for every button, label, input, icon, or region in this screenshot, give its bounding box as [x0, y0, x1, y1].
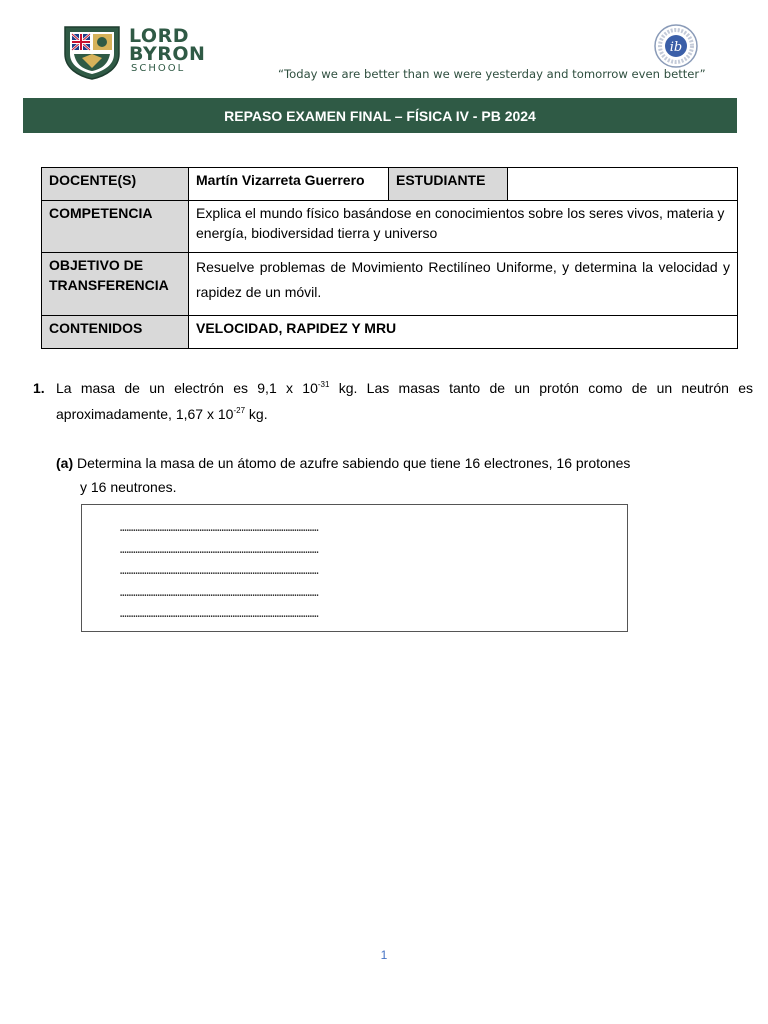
answer-lines	[120, 517, 580, 625]
question-text-c: kg.	[245, 406, 268, 422]
objetivo-value: Resuelve problemas de Movimiento Rectilíneo Uniforme, y determina la velocidad y rapidez de un móvil.	[189, 253, 738, 316]
school-name-line3: SCHOOL	[131, 63, 186, 74]
answer-line[interactable]: ………………………………………………………………………………	[120, 521, 319, 534]
competencia-value: Explica el mundo físico basándose en conocimientos sobre los seres vivos, materia y energía, biodiversidad tierra y universo	[189, 201, 738, 253]
answer-line[interactable]: ………………………………………………………………………………	[120, 585, 319, 599]
part-a-label: (a)	[56, 455, 74, 471]
svg-text:ib: ib	[669, 40, 683, 55]
estudiante-label: ESTUDIANTE	[389, 168, 508, 201]
answer-line[interactable]: ………………………………………………………………………………	[120, 607, 319, 620]
question-1	[33, 375, 753, 427]
page-header	[0, 0, 768, 95]
competencia-label: COMPETENCIA	[42, 201, 189, 253]
school-name-line1: LORD	[129, 25, 189, 47]
table-row	[42, 316, 738, 349]
part-a-text-2: y 16 neutrones.	[80, 479, 177, 495]
contenidos-label: CONTENIDOS	[42, 316, 189, 349]
exponent-electron: -31	[317, 380, 330, 389]
objetivo-label-line2: TRANSFERENCIA	[49, 277, 169, 293]
question-number: 1.	[33, 380, 45, 396]
school-name	[129, 27, 205, 75]
ib-logo-icon	[650, 23, 702, 69]
school-motto: “Today we are better than we were yesterday and tomorrow even better”	[278, 67, 706, 81]
document-title: REPASO EXAMEN FINAL – FÍSICA IV - PB 2024	[23, 98, 737, 133]
table-row	[42, 201, 738, 253]
docente-label: DOCENTE(S)	[42, 168, 189, 201]
answer-line[interactable]: ………………………………………………………………………………	[120, 564, 319, 577]
table-row	[42, 253, 738, 316]
question-1a	[56, 451, 716, 499]
answer-box[interactable]	[81, 504, 628, 632]
part-a-text-1: Determina la masa de un átomo de azufre sabiendo que tiene 16 electrones, 16 protones	[73, 455, 631, 471]
question-text	[56, 375, 753, 427]
school-name-line2: BYRON	[129, 43, 206, 65]
table-row	[42, 168, 738, 201]
objetivo-label	[42, 253, 189, 316]
page-number: 1	[380, 948, 388, 962]
contenidos-value: VELOCIDAD, RAPIDEZ Y MRU	[189, 316, 738, 349]
docente-value: Martín Vizarreta Guerrero	[189, 168, 389, 201]
info-table	[41, 167, 738, 349]
exponent-proton: -27	[233, 406, 246, 415]
school-crest-icon	[62, 24, 122, 80]
answer-line[interactable]: ………………………………………………………………………………	[120, 542, 319, 556]
question-text-a: La masa de un electrón es 9,1 x 10	[56, 380, 318, 396]
question-text-b: kg. Las masas tanto de un protón como de un neutrón es aproximadamente, 1,67 x 10	[56, 380, 753, 422]
estudiante-value[interactable]	[508, 168, 738, 201]
objetivo-label-line1: OBJETIVO DE	[49, 257, 144, 273]
